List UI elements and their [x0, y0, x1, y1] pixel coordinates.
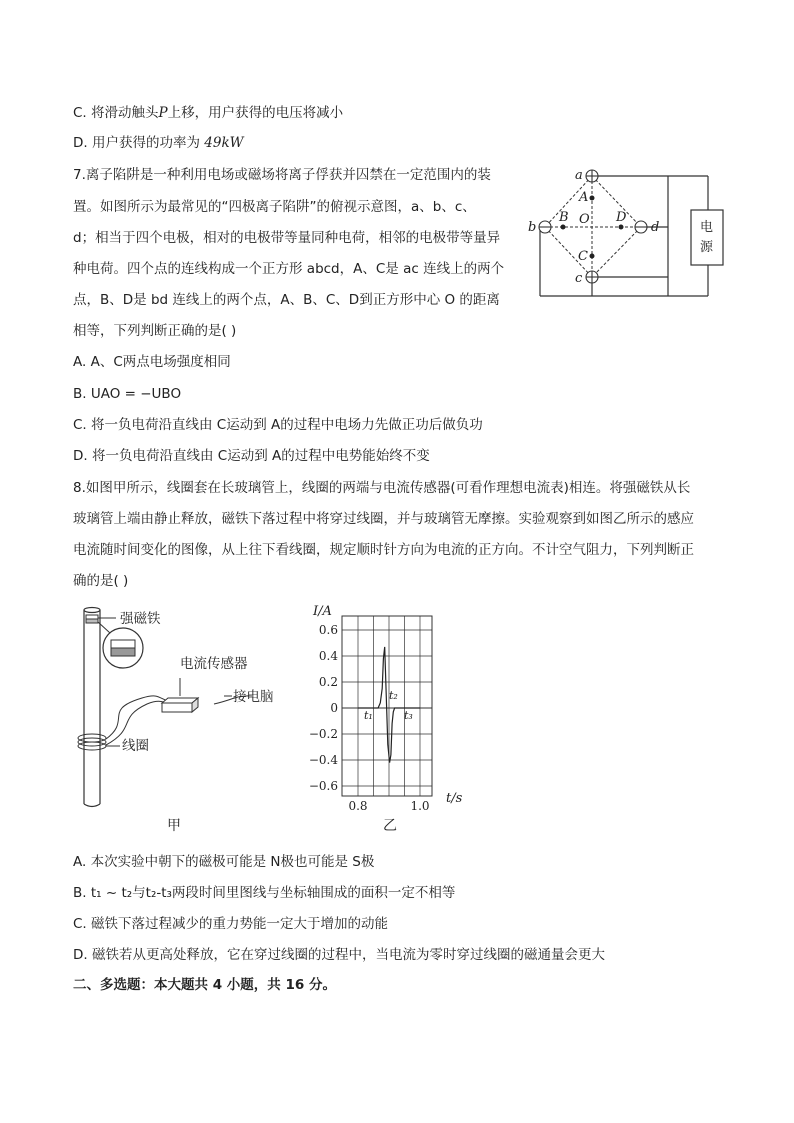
q8-option-b: B. t₁ ~ t₂与t₂-t₃两段时间里图线与坐标轴围成的面积一定不相等 — [73, 885, 456, 901]
label-d: d — [651, 220, 660, 235]
label-C: C — [578, 249, 588, 264]
point-C — [590, 254, 595, 259]
chart-y-axis-label: I/A — [313, 604, 332, 619]
q7-stem-line-3: d；相当于四个电极，相对的电极带等量同种电荷，相邻的电极带等量异 — [73, 230, 501, 246]
q7-option-d: D. 将一负电荷沿直线由 C运动到 A的过程中电势能始终不变 — [73, 448, 430, 464]
q6-option-d — [73, 133, 244, 153]
q6-option-c-text: C. 将滑动触头 — [73, 105, 159, 121]
q7-stem-line-1: 7.离子陷阱是一种利用电场或磁场将离子俘获并囚禁在一定范围内的装 — [73, 167, 491, 183]
sensor-label: 电流传感器 — [180, 656, 248, 672]
power-label-2: 源 — [700, 240, 714, 255]
annotation-t2: t₂ — [389, 689, 398, 702]
q7-stem-line-4: 种电荷。四个点的连线构成一个正方形 abcd，A、C是 ac 连线上的两个 — [73, 261, 505, 277]
chart-y-tick-label: −0.6 — [308, 779, 338, 793]
point-D — [619, 225, 624, 230]
figure-jia — [62, 600, 302, 840]
label-a: a — [575, 168, 583, 183]
q8-stem-line-3: 电流随时间变化的图像，从上往下看线圈，规定顺时针方向为电流的正方向。不计空气阻力，下列判断正 — [73, 542, 694, 558]
q8-option-c: C. 磁铁下落过程减少的重力势能一定大于增加的动能 — [73, 916, 389, 932]
q6-option-c-var: P — [158, 105, 168, 121]
chart-y-tick-label: 0 — [330, 701, 338, 715]
caption-jia: 甲 — [167, 818, 181, 834]
chart-y-tick-label: −0.2 — [308, 727, 338, 741]
chart-x-tick-label: 1.0 — [410, 799, 430, 813]
computer-label: 接电脑 — [233, 689, 274, 705]
q7-stem-line-2: 置。如图所示为最常见的“四极离子陷阱”的俯视示意图，a、b、c、 — [73, 199, 476, 215]
q6-option-c — [73, 103, 343, 123]
point-B — [561, 225, 566, 230]
q8-option-d: D. 磁铁若从更高处释放，它在穿过线圈的过程中，当电流为零时穿过线圈的磁通量会更大 — [73, 947, 605, 963]
q7-stem-line-6: 相等，下列判断正确的是( ) — [73, 323, 237, 339]
q6-option-d-var: 49kW — [204, 135, 244, 151]
chart-y-tick-label: 0.2 — [318, 675, 338, 689]
power-source-box — [691, 210, 723, 265]
q7-option-b: B. UAO = −UBO — [73, 386, 182, 402]
label-O: O — [579, 212, 590, 227]
label-D: D — [616, 210, 627, 225]
current-sensor-icon — [162, 698, 198, 712]
chart-y-tick-label: 0.4 — [318, 649, 338, 663]
label-A: A — [579, 190, 589, 205]
q7-option-c: C. 将一负电荷沿直线由 C运动到 A的过程中电场力先做正功后做负功 — [73, 417, 483, 433]
q8-stem-line-1: 8.如图甲所示，线圈套在长玻璃管上，线圈的两端与电流传感器(可看作理想电流表)相连。将强磁铁从长 — [73, 480, 691, 496]
annotation-t1: t₁ — [364, 709, 373, 722]
q6-option-c-rest: 上移，用户获得的电压将减小 — [167, 105, 344, 121]
caption-yi: 乙 — [383, 818, 397, 834]
power-label-1: 电 — [700, 220, 714, 235]
ion-trap-figure — [524, 160, 724, 305]
coil-label: 线圈 — [122, 738, 149, 754]
magnet-label: 强磁铁 — [120, 611, 161, 627]
chart-x-tick-label: 0.8 — [348, 799, 368, 813]
chart-y-tick-label: −0.4 — [308, 753, 338, 767]
q8-stem-line-4: 确的是( ) — [73, 573, 129, 589]
q8-stem-line-2: 玻璃管上端由静止释放，磁铁下落过程中将穿过线圈，并与玻璃管无摩擦。实验观察到如图乙所示的感应 — [73, 511, 694, 527]
current-time-chart — [300, 598, 475, 838]
chart-y-tick-label: 0.6 — [318, 623, 338, 637]
label-b: b — [528, 220, 537, 235]
annotation-t3: t₃ — [404, 709, 413, 722]
q7-stem-line-5: 点，B、D是 bd 连线上的两个点，A、B、C、D到正方形中心 O 的距离 — [73, 292, 500, 308]
label-B: B — [559, 210, 569, 225]
q6-option-d-text: D. 用户获得的功率为 — [73, 135, 200, 151]
chart-x-axis-label: t/s — [446, 791, 463, 806]
point-A — [590, 196, 595, 201]
q8-option-a: A. 本次实验中朝下的磁极可能是 N极也可能是 S极 — [73, 854, 375, 870]
label-c: c — [575, 271, 583, 286]
q7-option-a: A. A、C两点电场强度相同 — [73, 354, 231, 370]
section-heading: 二、多选题：本大题共 4 小题，共 16 分。 — [73, 977, 336, 993]
